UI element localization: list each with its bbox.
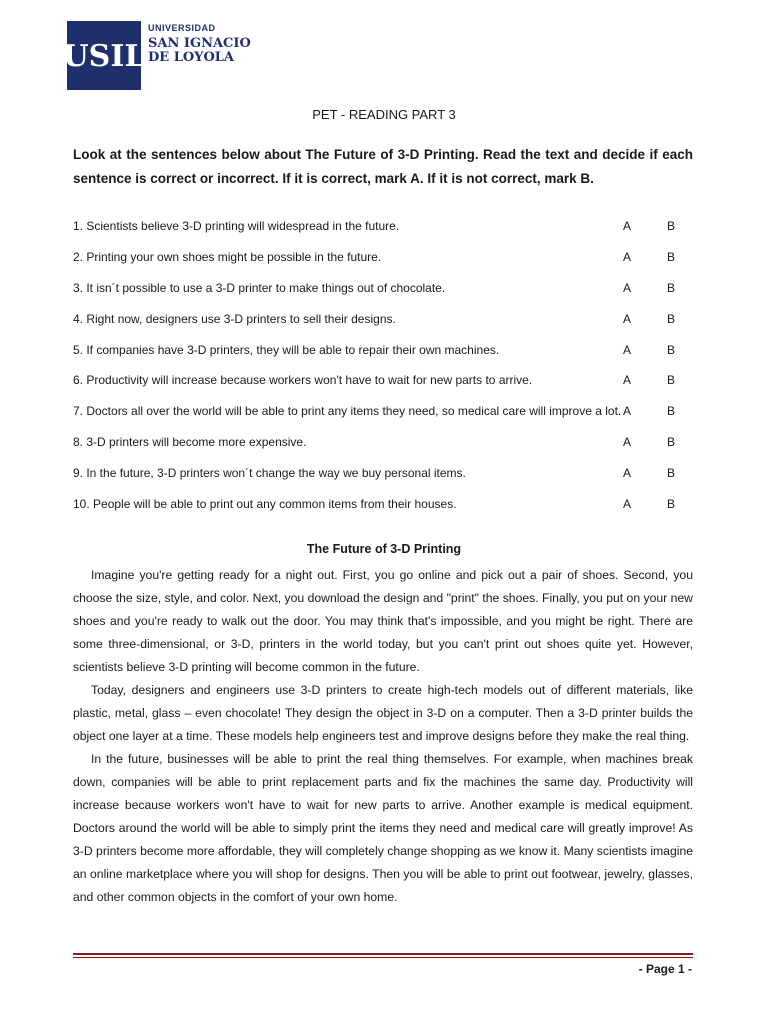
question-row — [73, 216, 693, 247]
question-text: 6. Productivity will increase because workers won't have to wait for new parts to arrive. — [73, 373, 533, 388]
question-row — [73, 463, 693, 494]
question-text: 1. Scientists believe 3-D printing will widespread in the future. — [73, 219, 400, 233]
question-text: 4. Right now, designers use 3-D printers to sell their designs. — [73, 311, 396, 326]
question-list — [73, 216, 693, 525]
option-b[interactable]: B — [666, 219, 675, 233]
question-text: 8. 3-D printers will become more expensive. — [73, 435, 307, 450]
question-row — [73, 340, 693, 371]
passage-paragraph: Imagine you're getting ready for a night out. First, you go online and pick out a pair of shoes. Second, you choose the size, style, and color. Next, you download the design and "print" the shoes. Finally, you put on your new shoes and you're ready to walk out the door. You may think that's impossible, and you might be right. There are some three-dimensional, or 3-D, printers in the world today, but you can't print out shoes quite yet. However, scientists believe 3-D printing will become common in the future. — [73, 568, 693, 674]
option-b[interactable]: B — [666, 249, 675, 264]
university-name-line2: DE LOYOLA — [148, 50, 235, 66]
university-label: UNIVERSIDAD — [148, 23, 216, 33]
option-a[interactable]: A — [622, 342, 631, 357]
page-title: PET - READING PART 3 — [312, 107, 456, 122]
option-a[interactable]: A — [622, 249, 631, 264]
option-b[interactable]: B — [666, 311, 675, 326]
option-a[interactable]: A — [622, 466, 631, 481]
passage-body — [73, 564, 693, 909]
option-a[interactable]: A — [622, 404, 631, 419]
question-row — [73, 309, 693, 340]
university-name — [148, 24, 251, 65]
question-text: 10. People will be able to print out any common items from their houses. — [73, 497, 457, 512]
option-a[interactable]: A — [622, 435, 631, 450]
question-row — [73, 278, 693, 309]
question-text: 9. In the future, 3-D printers won´t change the way we buy personal items. — [73, 466, 466, 481]
question-row — [73, 401, 693, 432]
question-text: 5. If companies have 3-D printers, they will be able to repair their own machines. — [73, 342, 500, 357]
option-a[interactable]: A — [622, 373, 631, 388]
footer-rule — [73, 953, 693, 955]
option-b[interactable]: B — [666, 342, 675, 357]
usil-logo-icon — [62, 26, 146, 86]
option-a[interactable]: A — [622, 311, 631, 326]
question-row — [73, 432, 693, 463]
passage-paragraph: In the future, businesses will be able to print the real thing themselves. For example, when machines break down, companies will be able to print replacement parts and fix the machines the same day. Productivity will increase because workers won't have to wait for new parts to arrive. Another example is medical equipment. Doctors around the world will be able to simply print the items they need and medical care will greatly improve! As 3-D printers become more affordable, they will completely change shopping as we know it. Many scientists imagine an online marketplace where you will shop for designs. Then you will be able to print out footwear, jewelry, glasses, and other common objects in the comfort of your own home. — [73, 752, 693, 904]
logo-letters: USIL — [62, 38, 146, 74]
question-row — [73, 247, 693, 278]
question-text: 2. Printing your own shoes might be possible in the future. — [73, 249, 382, 264]
footer-rule-thin — [73, 957, 693, 958]
question-row — [73, 494, 693, 525]
passage-paragraph: Today, designers and engineers use 3-D printers to create high-tech models out of different materials, like plastic, metal, glass – even chocolate! They design the object in 3-D on a computer. Then a 3-D printer builds the object one layer at a time. These models help engineers test and improve designs before they make the real thing. — [73, 683, 693, 743]
option-b[interactable]: B — [666, 280, 675, 295]
question-text: 7. Doctors all over the world will be able to print any items they need, so medical care will improve a lot. — [73, 404, 622, 419]
option-b[interactable]: B — [666, 497, 675, 512]
option-a[interactable]: A — [622, 497, 631, 512]
university-logo — [62, 21, 146, 90]
option-a[interactable]: A — [622, 219, 631, 233]
option-b[interactable]: B — [666, 404, 675, 419]
instructions: Look at the sentences below about The Future of 3-D Printing. Read the text and decide if each sentence is correct or incorrect. If it is correct, mark A. If it is not correct, mark B. — [73, 147, 693, 186]
passage-title: The Future of 3-D Printing — [306, 542, 462, 556]
option-a[interactable]: A — [622, 280, 631, 295]
question-text: 3. It isn´t possible to use a 3-D printer to make things out of chocolate. — [73, 280, 446, 295]
option-b[interactable]: B — [666, 435, 675, 450]
option-b[interactable]: B — [666, 373, 675, 388]
question-row — [73, 370, 693, 401]
university-name-line1: SAN IGNACIO — [148, 36, 251, 52]
option-b[interactable]: B — [666, 466, 675, 481]
page-number: - Page 1 - — [638, 962, 692, 976]
